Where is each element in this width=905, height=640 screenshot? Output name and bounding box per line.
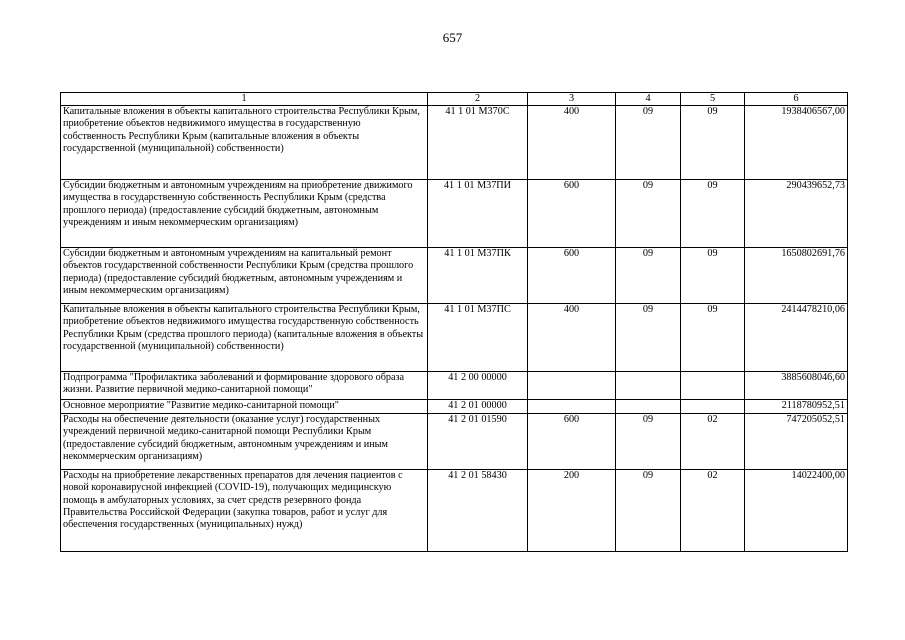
column-header: 1 xyxy=(61,93,428,106)
column-header: 4 xyxy=(616,93,681,106)
subsection-code: 02 xyxy=(681,414,745,470)
section-code: 09 xyxy=(616,248,681,304)
section-code xyxy=(616,372,681,400)
column-header: 6 xyxy=(745,93,848,106)
section-code: 09 xyxy=(616,304,681,372)
column-header: 2 xyxy=(428,93,528,106)
page-number: 657 xyxy=(442,30,463,45)
expense-type-code xyxy=(528,372,616,400)
amount: 14022400,00 xyxy=(745,470,848,552)
section-code: 09 xyxy=(616,106,681,180)
budget-table xyxy=(60,92,848,552)
table-row xyxy=(61,180,848,248)
amount: 3885608046,60 xyxy=(745,372,848,400)
amount: 1938406567,00 xyxy=(745,106,848,180)
subsection-code: 02 xyxy=(681,470,745,552)
section-code: 09 xyxy=(616,414,681,470)
table-row xyxy=(61,470,848,552)
expense-type-code: 600 xyxy=(528,248,616,304)
expense-name: Расходы на обеспечение деятельности (оказание услуг) государственных учреждений первичной медико-санитарной помощи Республики Крым (предоставление субсидий бюджетным, автономным учреждениям и иным некоммерческим организациям) xyxy=(61,414,428,470)
subsection-code xyxy=(681,400,745,414)
target-article-code: 41 2 01 00000 xyxy=(428,400,528,414)
table-row xyxy=(61,106,848,180)
target-article-code: 41 2 01 58430 xyxy=(428,470,528,552)
amount: 747205052,51 xyxy=(745,414,848,470)
target-article-code: 41 1 01 М370С xyxy=(428,106,528,180)
table-row xyxy=(61,248,848,304)
expense-name: Расходы на приобретение лекарственных препаратов для лечения пациентов с новой коронавирусной инфекцией (COVID-19), получающих медицинскую помощь в амбулаторных условиях, за счет средств резервного фонда Правительства Российской Федерации (закупка товаров, работ и услуг для обеспечения государственных (муниципальных) нужд) xyxy=(61,470,428,552)
expense-type-code: 600 xyxy=(528,180,616,248)
amount: 2118780952,51 xyxy=(745,400,848,414)
subsection-code xyxy=(681,372,745,400)
table-row xyxy=(61,304,848,372)
amount: 2414478210,06 xyxy=(745,304,848,372)
subsection-code: 09 xyxy=(681,106,745,180)
expense-name: Основное мероприятие "Развитие медико-санитарной помощи" xyxy=(61,400,428,414)
section-code: 09 xyxy=(616,180,681,248)
expense-type-code: 400 xyxy=(528,106,616,180)
subsection-code: 09 xyxy=(681,304,745,372)
table-row xyxy=(61,400,848,414)
expense-type-code: 200 xyxy=(528,470,616,552)
subsection-code: 09 xyxy=(681,248,745,304)
amount: 290439652,73 xyxy=(745,180,848,248)
target-article-code: 41 1 01 М37ПС xyxy=(428,304,528,372)
expense-type-code xyxy=(528,400,616,414)
expense-type-code: 600 xyxy=(528,414,616,470)
expense-name: Субсидии бюджетным и автономным учреждениям на приобретение движимого имущества в государственную собственность Республики Крым (средства прошлого периода) (предоставление субсидий бюджетным, автономным учреждениям и иным некоммерческим организациям) xyxy=(61,180,428,248)
target-article-code: 41 1 01 М37ПИ xyxy=(428,180,528,248)
target-article-code: 41 1 01 М37ПК xyxy=(428,248,528,304)
target-article-code: 41 2 00 00000 xyxy=(428,372,528,400)
column-header: 5 xyxy=(681,93,745,106)
expense-name: Капитальные вложения в объекты капитального строительства Республики Крым, приобретение объектов недвижимого имущества в государственную собственность Республики Крым (капитальные вложения в объекты государственной (муниципальной) собственности) xyxy=(61,106,428,180)
expense-type-code: 400 xyxy=(528,304,616,372)
column-header: 3 xyxy=(528,93,616,106)
subsection-code: 09 xyxy=(681,180,745,248)
expense-name: Подпрограмма "Профилактика заболеваний и формирование здорового образа жизни. Развитие первичной медико-санитарной помощи" xyxy=(61,372,428,400)
expense-name: Субсидии бюджетным и автономным учреждениям на капитальный ремонт объектов государственной собственности Республики Крым (средства прошлого периода) (предоставление субсидий бюджетным, автономным учреждениям и иным некоммерческим организациям) xyxy=(61,248,428,304)
table-row xyxy=(61,372,848,400)
target-article-code: 41 2 01 01590 xyxy=(428,414,528,470)
expense-name: Капитальные вложения в объекты капитального строительства Республики Крым, приобретение объектов недвижимого имущества государственную собственность Республики Крым (средства прошлого периода) (капитальные вложения в объекты государственной (муниципальной) собственности) xyxy=(61,304,428,372)
section-code xyxy=(616,400,681,414)
amount: 1650802691,76 xyxy=(745,248,848,304)
table-header-row xyxy=(61,93,848,106)
section-code: 09 xyxy=(616,470,681,552)
table-row xyxy=(61,414,848,470)
